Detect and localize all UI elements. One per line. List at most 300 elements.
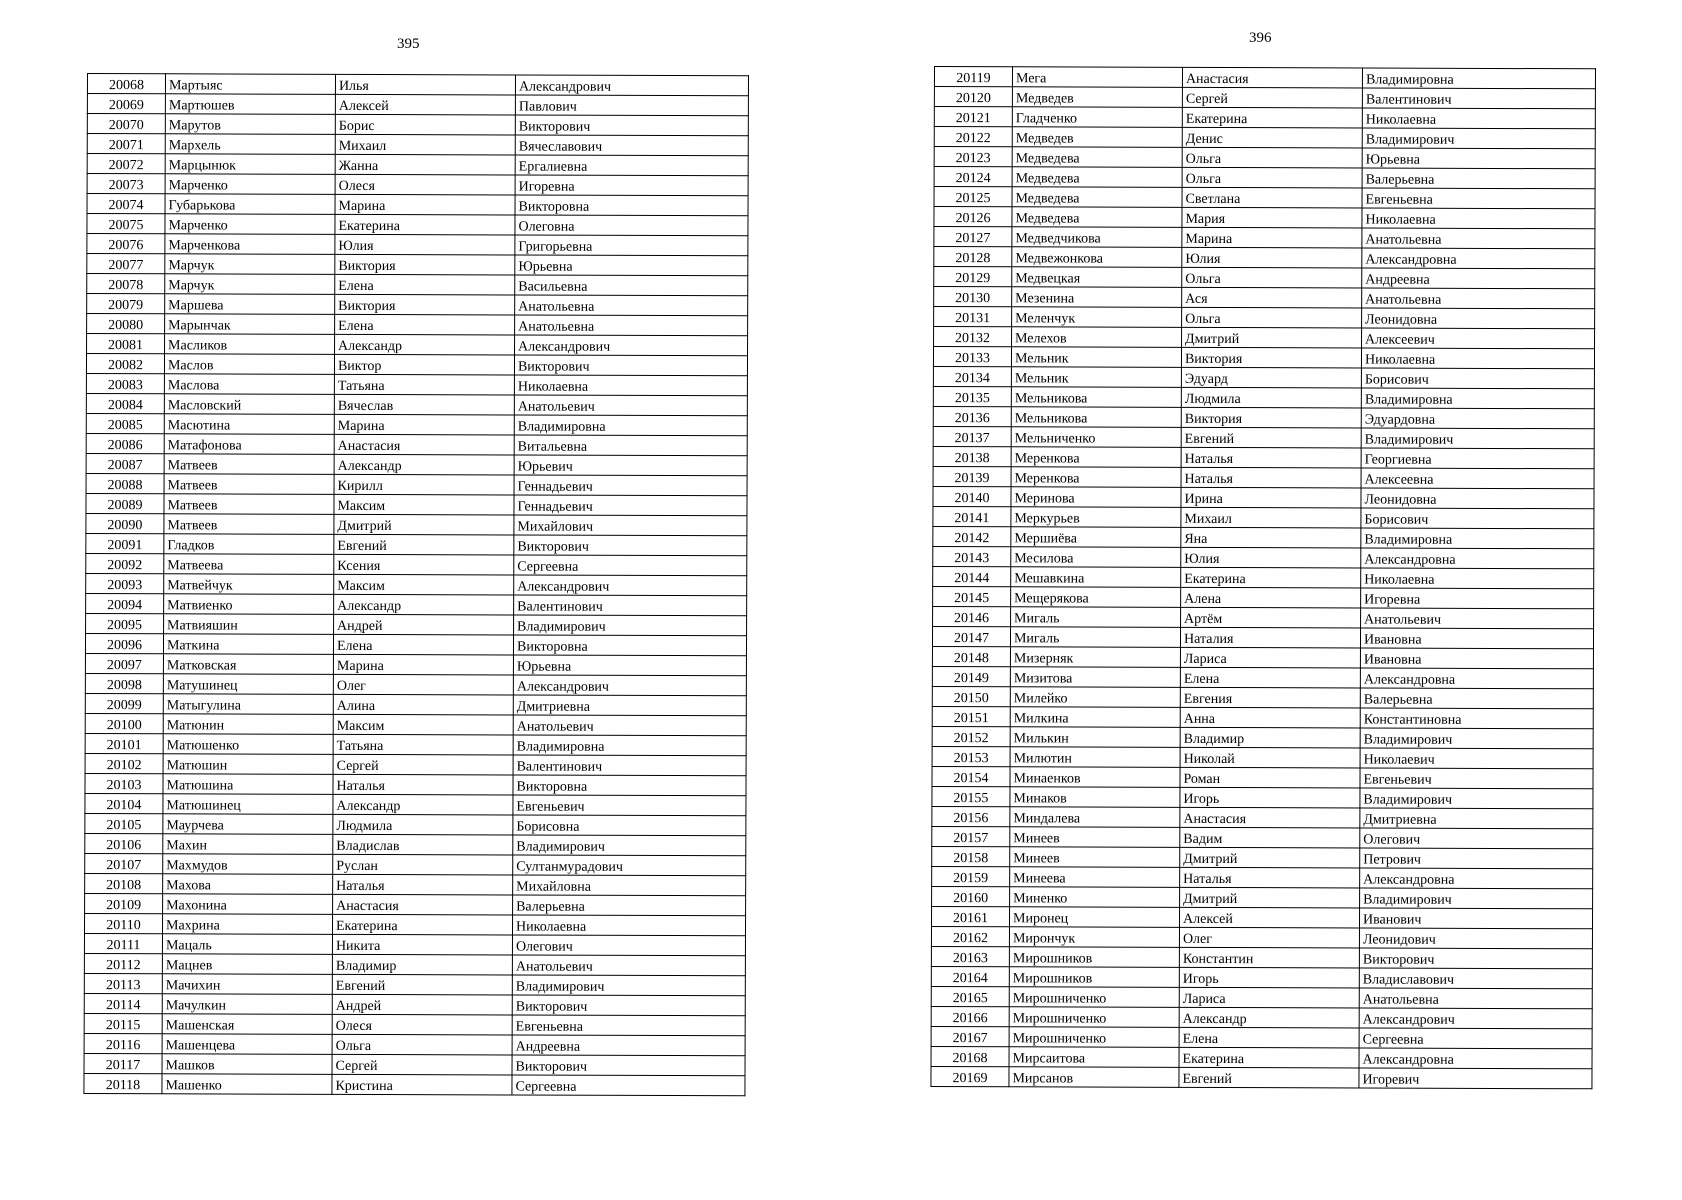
first-name-cell: Алина	[333, 694, 513, 715]
surname-cell: Милейко	[1010, 687, 1180, 708]
table-row	[931, 986, 1592, 1008]
surname-cell: Мирошниченко	[1009, 1027, 1179, 1048]
first-name-cell: Игорь	[1179, 967, 1359, 988]
surname-cell: Махин	[163, 834, 333, 855]
surname-cell: Медведева	[1012, 207, 1182, 228]
patronymic-cell: Игоревич	[1359, 1068, 1592, 1089]
first-name-cell: Наталья	[333, 774, 513, 795]
patronymic-cell: Геннадьевич	[514, 475, 747, 496]
surname-cell: Меленчук	[1012, 307, 1182, 328]
table-row	[85, 893, 746, 915]
record-number-cell: 20106	[85, 833, 163, 853]
patronymic-cell: Павлович	[515, 95, 748, 116]
patronymic-cell: Александровна	[1360, 868, 1593, 889]
patronymic-cell: Николаевна	[1361, 348, 1594, 369]
surname-cell: Машенцева	[162, 1034, 332, 1055]
surname-cell: Милькин	[1010, 727, 1180, 748]
record-number-cell: 20145	[933, 586, 1011, 606]
patronymic-cell: Валерьевна	[1362, 168, 1595, 189]
first-name-cell: Максим	[333, 714, 513, 735]
patronymic-cell: Владимирович	[512, 975, 745, 996]
record-number-cell: 20123	[934, 147, 1012, 167]
record-number-cell: 20153	[932, 746, 1010, 766]
surname-cell: Мельник	[1011, 347, 1181, 368]
patronymic-cell: Владиславович	[1359, 968, 1592, 989]
first-name-cell: Александр	[334, 594, 514, 615]
first-name-cell: Анастасия	[334, 434, 514, 455]
patronymic-cell: Анатольевна	[1362, 228, 1595, 249]
surname-cell: Мацнев	[162, 954, 332, 975]
record-number-cell: 20166	[931, 1006, 1009, 1026]
record-number-cell: 20071	[87, 134, 165, 154]
surname-cell: Мирошниченко	[1009, 987, 1179, 1008]
table-row	[933, 406, 1594, 428]
patronymic-cell: Викторовна	[513, 775, 746, 796]
record-number-cell: 20156	[932, 806, 1010, 826]
record-number-cell: 20126	[934, 207, 1012, 227]
first-name-cell: Кристина	[332, 1074, 512, 1095]
table-row	[87, 94, 748, 116]
first-name-cell: Олеся	[335, 174, 515, 195]
table-row	[85, 653, 746, 675]
patronymic-cell: Александровна	[1359, 1048, 1592, 1069]
table-row	[934, 87, 1595, 109]
patronymic-cell: Леонидович	[1359, 928, 1592, 949]
surname-cell: Машенко	[162, 1074, 332, 1095]
first-name-cell: Борис	[335, 114, 515, 135]
patronymic-cell: Викторовна	[515, 195, 748, 216]
surname-cell: Мархель	[165, 134, 335, 155]
record-number-cell: 20088	[86, 473, 164, 493]
surname-cell: Машков	[162, 1054, 332, 1075]
table-row	[84, 973, 745, 995]
record-number-cell: 20136	[933, 406, 1011, 426]
table-row	[85, 733, 746, 755]
record-number-cell: 20143	[933, 546, 1011, 566]
patronymic-cell: Викторович	[512, 995, 745, 1016]
patronymic-cell: Владимирович	[513, 835, 746, 856]
record-number-cell: 20087	[86, 453, 164, 473]
first-name-cell: Вадим	[1180, 827, 1360, 848]
patronymic-cell: Анатольевна	[1362, 288, 1595, 309]
surname-cell: Матковская	[163, 654, 333, 675]
record-number-cell: 20139	[933, 466, 1011, 486]
table-row	[933, 466, 1594, 488]
patronymic-cell: Юрьевна	[1362, 148, 1595, 169]
first-name-cell: Алена	[1181, 587, 1361, 608]
table-row	[934, 107, 1595, 129]
first-name-cell: Дмитрий	[1180, 847, 1360, 868]
first-name-cell: Евгений	[1179, 1067, 1359, 1088]
patronymic-cell: Михайловна	[513, 875, 746, 896]
table-row	[87, 134, 748, 156]
table-row	[85, 693, 746, 715]
first-name-cell: Михаил	[1181, 507, 1361, 528]
record-number-cell: 20075	[87, 214, 165, 234]
table-row	[931, 926, 1592, 948]
patronymic-cell: Алексеевна	[1361, 468, 1594, 489]
table-row	[86, 473, 747, 495]
patronymic-cell: Викторович	[514, 355, 747, 376]
table-row	[87, 234, 748, 256]
record-number-cell: 20078	[87, 274, 165, 294]
table-row	[934, 227, 1595, 249]
name-list-table-left	[83, 73, 749, 1096]
patronymic-cell: Андреевна	[512, 1035, 745, 1056]
patronymic-cell: Владимирович	[1361, 428, 1594, 449]
surname-cell: Мирошников	[1009, 967, 1179, 988]
patronymic-cell: Владимировна	[514, 415, 747, 436]
first-name-cell: Людмила	[1181, 387, 1361, 408]
record-number-cell: 20146	[933, 606, 1011, 626]
first-name-cell: Евгений	[332, 974, 512, 995]
record-number-cell: 20127	[934, 227, 1012, 247]
patronymic-cell: Николаевич	[1360, 748, 1593, 769]
patronymic-cell: Владимирович	[1360, 728, 1593, 749]
surname-cell: Марцынюк	[165, 154, 335, 175]
surname-cell: Мацаль	[162, 934, 332, 955]
record-number-cell: 20130	[934, 287, 1012, 307]
first-name-cell: Денис	[1182, 127, 1362, 148]
first-name-cell: Татьяна	[333, 734, 513, 755]
first-name-cell: Олег	[1179, 927, 1359, 948]
surname-cell: Матыгулина	[163, 694, 333, 715]
first-name-cell: Лариса	[1180, 647, 1360, 668]
record-number-cell: 20111	[84, 933, 162, 953]
table-row	[87, 214, 748, 236]
first-name-cell: Елена	[335, 314, 515, 335]
record-number-cell: 20081	[87, 334, 165, 354]
record-number-cell: 20069	[87, 94, 165, 114]
surname-cell: Матюнин	[163, 714, 333, 735]
surname-cell: Матвияшин	[164, 614, 334, 635]
table-row	[85, 813, 746, 835]
surname-cell: Мега	[1012, 67, 1182, 88]
record-number-cell: 20114	[84, 993, 162, 1013]
first-name-cell: Александр	[335, 334, 515, 355]
surname-cell: Мизерняк	[1010, 647, 1180, 668]
record-number-cell: 20140	[933, 486, 1011, 506]
first-name-cell: Яна	[1181, 527, 1361, 548]
surname-cell: Миндалева	[1010, 807, 1180, 828]
record-number-cell: 20165	[931, 986, 1009, 1006]
surname-cell: Махонина	[163, 894, 333, 915]
first-name-cell: Александр	[333, 794, 513, 815]
table-row	[933, 506, 1594, 528]
first-name-cell: Игорь	[1180, 787, 1360, 808]
first-name-cell: Максим	[334, 494, 514, 515]
surname-cell: Мелехов	[1012, 327, 1182, 348]
first-name-cell: Руслан	[333, 854, 513, 875]
record-number-cell: 20096	[85, 633, 163, 653]
first-name-cell: Жанна	[335, 154, 515, 175]
record-number-cell: 20093	[86, 573, 164, 593]
record-number-cell: 20154	[932, 766, 1010, 786]
surname-cell: Матюшин	[163, 754, 333, 775]
record-number-cell: 20085	[86, 413, 164, 433]
patronymic-cell: Иванович	[1359, 908, 1592, 929]
record-number-cell: 20155	[932, 786, 1010, 806]
first-name-cell: Людмила	[333, 814, 513, 835]
record-number-cell: 20073	[87, 174, 165, 194]
first-name-cell: Евгения	[1180, 687, 1360, 708]
record-number-cell: 20091	[86, 533, 164, 553]
patronymic-cell: Николаевна	[512, 915, 745, 936]
table-row	[934, 167, 1595, 189]
record-number-cell: 20120	[934, 87, 1012, 107]
record-number-cell: 20094	[86, 593, 164, 613]
record-number-cell: 20149	[932, 666, 1010, 686]
record-number-cell: 20144	[933, 566, 1011, 586]
table-row	[84, 993, 745, 1015]
surname-cell: Масликов	[165, 334, 335, 355]
first-name-cell: Алексей	[1179, 907, 1359, 928]
record-number-cell: 20117	[84, 1053, 162, 1073]
surname-cell: Мирончук	[1009, 927, 1179, 948]
table-row	[85, 633, 746, 655]
first-name-cell: Мария	[1182, 207, 1362, 228]
table-row	[934, 307, 1595, 329]
table-row	[932, 866, 1593, 888]
surname-cell: Матвеева	[164, 554, 334, 575]
patronymic-cell: Валерьевна	[1360, 688, 1593, 709]
patronymic-cell: Николаевна	[514, 375, 747, 396]
first-name-cell: Владимир	[1180, 727, 1360, 748]
record-number-cell: 20141	[933, 506, 1011, 526]
record-number-cell: 20074	[87, 194, 165, 214]
table-row	[84, 1033, 745, 1055]
patronymic-cell: Викторович	[512, 1055, 745, 1076]
first-name-cell: Виктор	[334, 354, 514, 375]
record-number-cell: 20079	[87, 294, 165, 314]
table-row	[934, 67, 1595, 89]
table-row	[86, 553, 747, 575]
record-number-cell: 20125	[934, 187, 1012, 207]
record-number-cell: 20169	[931, 1066, 1009, 1086]
table-row	[87, 154, 748, 176]
table-row	[932, 806, 1593, 828]
surname-cell: Месилова	[1011, 547, 1181, 568]
record-number-cell: 20102	[85, 753, 163, 773]
page-number-right: 396	[1249, 30, 1272, 46]
surname-cell: Милкина	[1010, 707, 1180, 728]
surname-cell: Мартюшев	[165, 94, 335, 115]
surname-cell: Мещерякова	[1011, 587, 1181, 608]
patronymic-cell: Леонидовна	[1362, 308, 1595, 329]
surname-cell: Медведева	[1012, 167, 1182, 188]
table-row	[933, 566, 1594, 588]
patronymic-cell: Дмитриевна	[1360, 808, 1593, 829]
first-name-cell: Максим	[334, 574, 514, 595]
first-name-cell: Елена	[335, 274, 515, 295]
first-name-cell: Екатерина	[335, 214, 515, 235]
patronymic-cell: Вячеславович	[515, 135, 748, 156]
surname-cell: Мачулкин	[162, 994, 332, 1015]
first-name-cell: Марина	[334, 414, 514, 435]
table-row	[87, 74, 748, 96]
table-row	[931, 1026, 1592, 1048]
first-name-cell: Евгений	[334, 534, 514, 555]
first-name-cell: Лариса	[1179, 987, 1359, 1008]
patronymic-cell: Валерьевна	[513, 895, 746, 916]
patronymic-cell: Анатольевна	[515, 295, 748, 316]
first-name-cell: Юлия	[1181, 547, 1361, 568]
record-number-cell: 20101	[85, 733, 163, 753]
first-name-cell: Ольга	[1182, 267, 1362, 288]
table-row	[87, 194, 748, 216]
patronymic-cell: Олегович	[512, 935, 745, 956]
patronymic-cell: Александрович	[1359, 1008, 1592, 1029]
record-number-cell: 20083	[86, 373, 164, 393]
first-name-cell: Екатерина	[1181, 567, 1361, 588]
first-name-cell: Ольга	[1182, 307, 1362, 328]
first-name-cell: Анастасия	[1182, 67, 1362, 88]
surname-cell: Мирошников	[1009, 947, 1179, 968]
record-number-cell: 20076	[87, 234, 165, 254]
record-number-cell: 20148	[932, 646, 1010, 666]
first-name-cell: Олег	[333, 674, 513, 695]
first-name-cell: Олеся	[332, 1014, 512, 1035]
record-number-cell: 20151	[932, 706, 1010, 726]
first-name-cell: Татьяна	[334, 374, 514, 395]
patronymic-cell: Дмитриевна	[513, 695, 746, 716]
table-row	[86, 593, 747, 615]
surname-cell: Марченкова	[165, 234, 335, 255]
surname-cell: Медведчикова	[1012, 227, 1182, 248]
first-name-cell: Ирина	[1181, 487, 1361, 508]
first-name-cell: Виктория	[335, 254, 515, 275]
first-name-cell: Наталья	[1181, 447, 1361, 468]
table-row	[86, 393, 747, 415]
surname-cell: Меринова	[1011, 487, 1181, 508]
patronymic-cell: Владимировна	[513, 735, 746, 756]
surname-cell: Минаенков	[1010, 767, 1180, 788]
patronymic-cell: Алексеевич	[1362, 328, 1595, 349]
patronymic-cell: Борисович	[1361, 368, 1594, 389]
surname-cell: Мирсанов	[1009, 1067, 1179, 1088]
first-name-cell: Александр	[1179, 1007, 1359, 1028]
surname-cell: Мирошниченко	[1009, 1007, 1179, 1028]
table-row	[87, 114, 748, 136]
record-number-cell: 20103	[85, 773, 163, 793]
table-row	[933, 546, 1594, 568]
patronymic-cell: Эдуардовна	[1361, 408, 1594, 429]
table-row	[932, 746, 1593, 768]
patronymic-cell: Игоревна	[1361, 588, 1594, 609]
patronymic-cell: Константиновна	[1360, 708, 1593, 729]
first-name-cell: Юлия	[335, 234, 515, 255]
first-name-cell: Сергей	[332, 1054, 512, 1075]
record-number-cell: 20100	[85, 713, 163, 733]
table-row	[932, 626, 1593, 648]
surname-cell: Миронец	[1009, 907, 1179, 928]
table-row	[86, 533, 747, 555]
surname-cell: Матвеев	[164, 494, 334, 515]
record-number-cell: 20112	[84, 953, 162, 973]
table-row	[84, 933, 745, 955]
first-name-cell: Наталия	[1180, 627, 1360, 648]
surname-cell: Матвейчук	[164, 574, 334, 595]
table-row	[87, 174, 748, 196]
patronymic-cell: Геннадьевич	[514, 495, 747, 516]
surname-cell: Маслов	[164, 354, 334, 375]
first-name-cell: Ольга	[332, 1034, 512, 1055]
record-number-cell: 20113	[84, 973, 162, 993]
first-name-cell: Светлана	[1182, 187, 1362, 208]
table-row	[934, 207, 1595, 229]
record-number-cell: 20077	[87, 254, 165, 274]
first-name-cell: Дмитрий	[1180, 887, 1360, 908]
surname-cell: Гладченко	[1012, 107, 1182, 128]
record-number-cell: 20119	[934, 67, 1012, 87]
patronymic-cell: Юрьевна	[513, 655, 746, 676]
patronymic-cell: Александровна	[1361, 548, 1594, 569]
surname-cell: Мельникова	[1011, 407, 1181, 428]
record-number-cell: 20068	[87, 74, 165, 94]
patronymic-cell: Игоревна	[515, 175, 748, 196]
patronymic-cell: Александрович	[515, 335, 748, 356]
table-row	[933, 526, 1594, 548]
first-name-cell: Ольга	[1182, 147, 1362, 168]
record-number-cell: 20109	[85, 893, 163, 913]
table-row	[933, 486, 1594, 508]
patronymic-cell: Анатольевич	[512, 955, 745, 976]
table-row	[85, 713, 746, 735]
patronymic-cell: Юрьевна	[515, 255, 748, 276]
table-row	[931, 946, 1592, 968]
table-row	[86, 413, 747, 435]
record-number-cell: 20092	[86, 553, 164, 573]
patronymic-cell: Николаевна	[1361, 568, 1594, 589]
record-number-cell: 20160	[932, 886, 1010, 906]
table-row	[86, 573, 747, 595]
record-number-cell: 20122	[934, 127, 1012, 147]
patronymic-cell: Олегович	[1360, 828, 1593, 849]
table-row	[86, 354, 747, 376]
table-row	[933, 446, 1594, 468]
table-row	[84, 953, 745, 975]
table-row	[933, 586, 1594, 608]
table-row	[934, 187, 1595, 209]
surname-cell: Медведев	[1012, 127, 1182, 148]
patronymic-cell: Владимировна	[1362, 68, 1595, 89]
table-row	[931, 1066, 1592, 1088]
surname-cell: Меренкова	[1011, 447, 1181, 468]
patronymic-cell: Александрович	[514, 575, 747, 596]
record-number-cell: 20098	[85, 673, 163, 693]
patronymic-cell: Николаевна	[1362, 208, 1595, 229]
record-number-cell: 20147	[932, 626, 1010, 646]
table-row	[84, 1053, 745, 1075]
patronymic-cell: Сергеевна	[514, 555, 747, 576]
patronymic-cell: Анатольевна	[1359, 988, 1592, 1009]
first-name-cell: Наталья	[1180, 867, 1360, 888]
surname-cell: Матюшинец	[163, 794, 333, 815]
patronymic-cell: Евгеньевич	[1360, 768, 1593, 789]
patronymic-cell: Евгеньевна	[512, 1015, 745, 1036]
first-name-cell: Вячеслав	[334, 394, 514, 415]
surname-cell: Марчук	[165, 254, 335, 275]
patronymic-cell: Петрович	[1360, 848, 1593, 869]
patronymic-cell: Владимирович	[1360, 788, 1593, 809]
record-number-cell: 20133	[933, 347, 1011, 367]
first-name-cell: Константин	[1179, 947, 1359, 968]
record-number-cell: 20089	[86, 493, 164, 513]
record-number-cell: 20164	[931, 966, 1009, 986]
surname-cell: Мачихин	[162, 974, 332, 995]
record-number-cell: 20104	[85, 793, 163, 813]
surname-cell: Мельниченко	[1011, 427, 1181, 448]
